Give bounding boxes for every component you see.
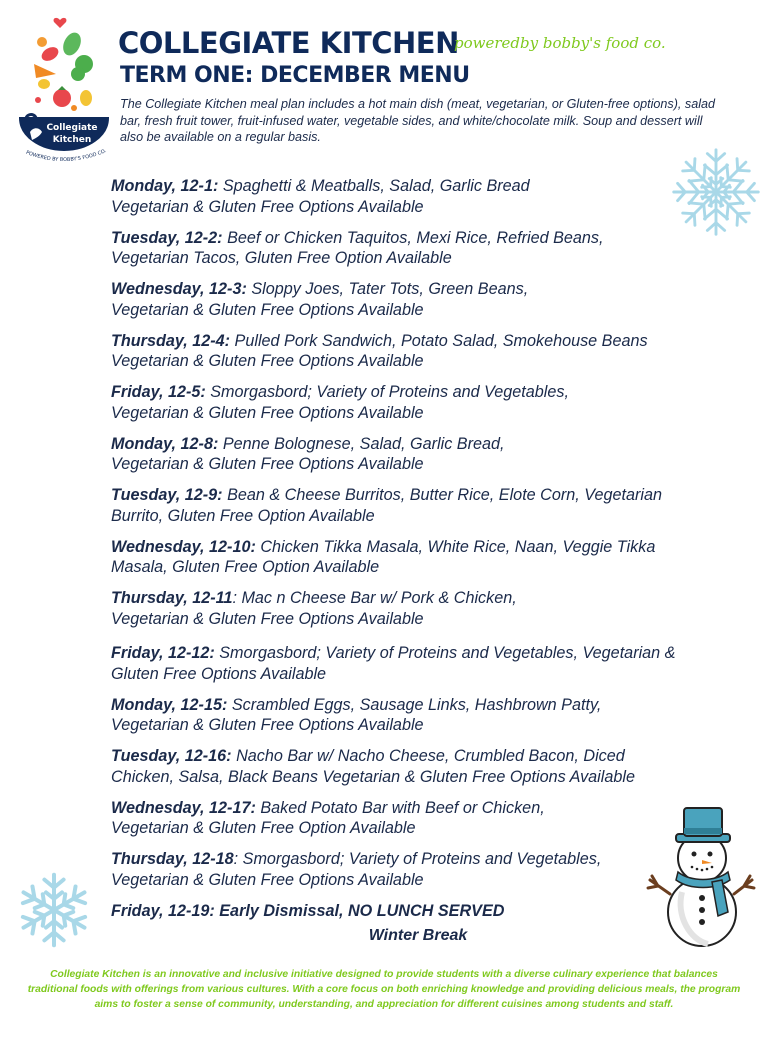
menu-dish: Penne Bolognese, Salad, Garlic Bread, (218, 434, 505, 453)
menu-dish: Smorgasbord; Variety of Proteins and Vegetables, (205, 383, 569, 401)
menu-day: Thursday, 12-11 (111, 589, 233, 607)
menu-item-no-lunch (111, 901, 723, 922)
menu-options: Chicken, Salsa, Black Beans Vegetarian & Gluten Free Options Available (111, 767, 635, 786)
menu-options: Vegetarian & Gluten Free Option Available (111, 819, 416, 837)
menu-dish: Sloppy Joes, Tater Tots, Green Beans, (246, 280, 529, 298)
menu-item (111, 434, 723, 475)
menu-options: Vegetarian & Gluten Free Options Available (111, 403, 424, 422)
menu-options: Vegetarian & Gluten Free Options Available (111, 197, 424, 216)
menu-item (111, 382, 723, 423)
menu-list (111, 176, 723, 932)
menu-item (111, 643, 723, 684)
menu-options: Vegetarian & Gluten Free Options Available (111, 716, 424, 734)
menu-dish: Pulled Pork Sandwich, Potato Salad, Smokehouse Beans (230, 331, 648, 350)
menu-options: Masala, Gluten Free Option Available (111, 558, 380, 576)
menu-day: Monday, 12-15: (111, 695, 228, 714)
menu-item (111, 798, 723, 839)
menu-day: Thursday, 12-18 (111, 850, 234, 868)
menu-day: Tuesday, 12-16: (111, 747, 232, 765)
menu-item (111, 849, 723, 890)
menu-item (111, 537, 723, 578)
menu-item (111, 279, 723, 320)
page-title: COLLEGIATE KITCHEN (118, 26, 459, 60)
menu-day: Thursday, 12-4: (111, 331, 231, 350)
menu-item (111, 746, 723, 787)
logo-line1: Collegiate (46, 123, 98, 133)
menu-options: Burrito, Gluten Free Option Available (111, 506, 375, 525)
snowman-illustration (646, 806, 756, 948)
menu-options: Vegetarian & Gluten Free Options Available (111, 609, 424, 628)
menu-dish: Smorgasbord; Variety of Proteins and Vegetables, Vegetarian & (214, 644, 676, 662)
menu-dish: Spaghetti & Meatballs, Salad, Garlic Bread (218, 177, 530, 195)
menu-options: Gluten Free Options Available (111, 664, 327, 683)
menu-options: Vegetarian & Gluten Free Options Available (111, 870, 424, 889)
menu-dish: Bean & Cheese Burritos, Butter Rice, Elote Corn, Vegetarian (222, 486, 662, 504)
menu-day: Wednesday, 12-10: (111, 537, 256, 556)
menu-day: Tuesday, 12-9: (111, 486, 223, 504)
menu-day: Wednesday, 12-17: (111, 798, 256, 817)
intro-paragraph: The Collegiate Kitchen meal plan includes a hot main dish (meat, vegetarian, or Gluten-free options), salad bar, fresh fruit tower, fruit-infused water, vegetable sides, and white/chocolate milk. Soup and dessert will also be available on a regular basis. (120, 97, 716, 144)
menu-item (111, 588, 723, 629)
menu-day: Tuesday, 12-2: (111, 228, 223, 247)
menu-day: Wednesday, 12-3: (111, 280, 247, 298)
menu-dish: : Smorgasbord; Variety of Proteins and Vegetables, (233, 850, 602, 868)
menu-item (111, 228, 723, 269)
collegiate-kitchen-logo (14, 14, 114, 164)
snowflake-icon (14, 870, 94, 950)
logo-line2: Kitchen (52, 135, 92, 145)
menu-item (111, 176, 723, 217)
menu-options: Vegetarian & Gluten Free Options Available (111, 455, 424, 473)
logo-ring-text: POWERED BY BOBBY'S FOOD CO. (25, 148, 108, 164)
menu-day: Monday, 12-1: (111, 177, 219, 195)
menu-dish: Nacho Bar w/ Nacho Cheese, Crumbled Bacon, Diced (231, 747, 625, 765)
menu-day: Friday, 12-5: (111, 383, 206, 401)
menu-subtitle: TERM ONE: DECEMBER MENU (120, 63, 470, 88)
powered-by-tagline: poweredby bobby's food co. (454, 34, 666, 52)
menu-day: Monday, 12-8: (111, 434, 219, 453)
menu-dish: Chicken Tikka Masala, White Rice, Naan, Veggie Tikka (255, 537, 656, 556)
produce-illustration (34, 18, 93, 111)
menu-dish: Beef or Chicken Taquitos, Mexi Rice, Refried Beans, (222, 228, 604, 247)
menu-options: Vegetarian Tacos, Gluten Free Option Available (111, 249, 452, 267)
menu-item (111, 331, 723, 372)
menu-day: Friday, 12-12: (111, 644, 215, 662)
winter-break-label: Winter Break (368, 927, 468, 944)
menu-dish: : Mac n Cheese Bar w/ Pork & Chicken, (232, 589, 517, 607)
footer-statement: Collegiate Kitchen is an innovative and inclusive initiative designed to provide students with a diverse culinary experience that balances traditional foods with offerings from various cultures. With a core focus on both enriching knowledge and providing delicious meals, the program aims to foster a sense of community, understanding, and appreciation for different cuisines among students and staff. (27, 969, 741, 1010)
menu-dish: Baked Potato Bar with Beef or Chicken, (255, 798, 545, 817)
menu-options: Vegetarian & Gluten Free Options Available (111, 352, 424, 370)
menu-options: Vegetarian & Gluten Free Options Available (111, 300, 424, 319)
menu-dish: Scrambled Eggs, Sausage Links, Hashbrown Patty, (227, 695, 602, 714)
menu-item (111, 695, 723, 736)
no-lunch-notice: Early Dismissal, NO LUNCH SERVED (214, 901, 505, 920)
menu-day: Friday, 12-19: (111, 901, 215, 920)
menu-item (111, 485, 723, 526)
